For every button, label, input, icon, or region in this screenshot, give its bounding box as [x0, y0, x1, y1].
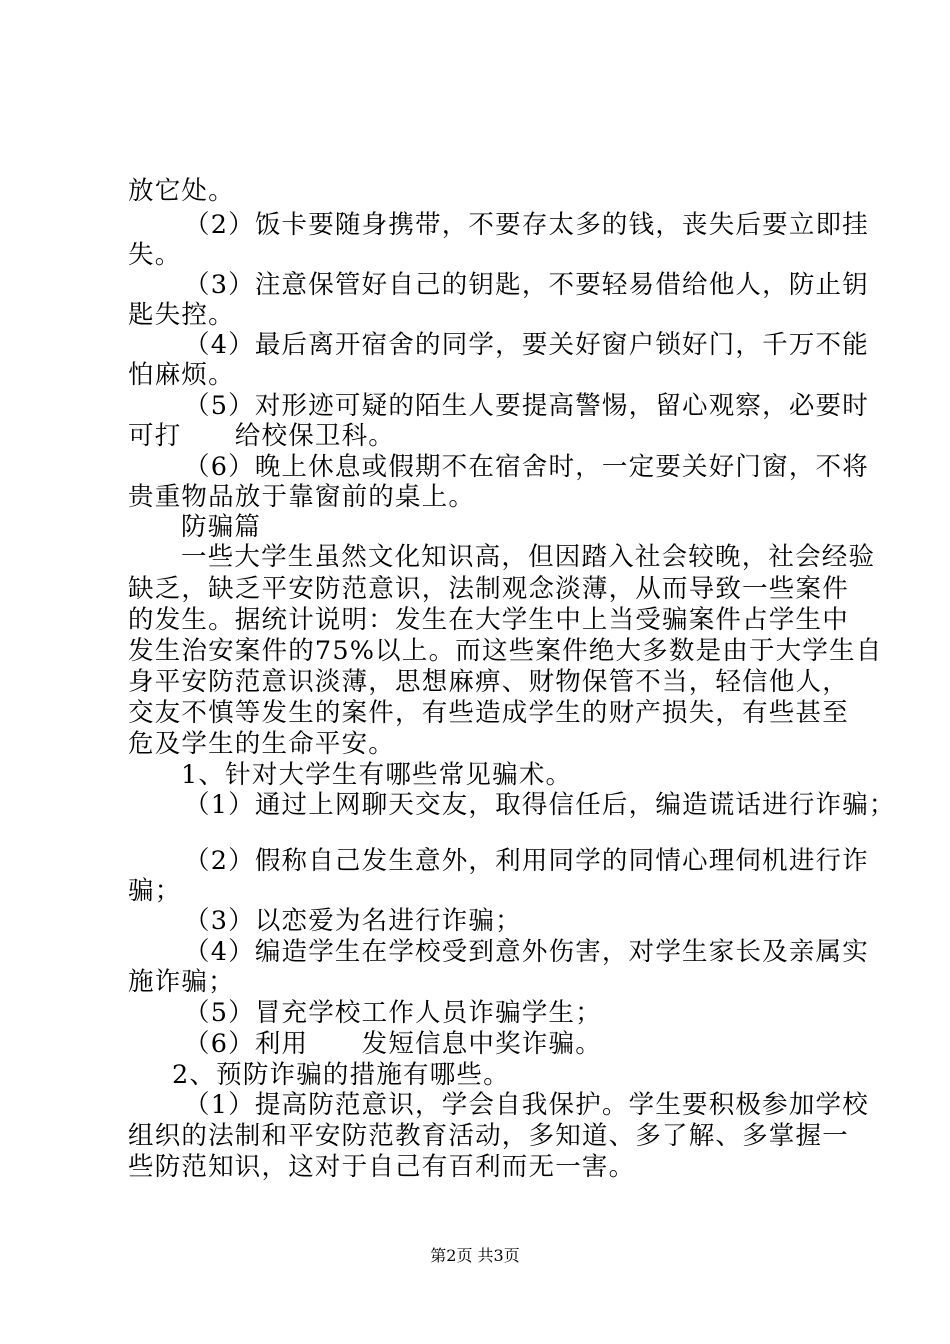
- text-line: 危及学生的生命平安。: [128, 729, 396, 759]
- text-line: 匙失控。: [128, 300, 235, 330]
- text-line: （2）假称自己发生意外，利用同学的同情心理伺机进行诈: [184, 846, 869, 876]
- text-line: 怕麻烦。: [128, 360, 235, 390]
- text-line: （4）最后离开宿舍的同学，要关好窗户锁好门，千万不能: [184, 330, 869, 360]
- text-line: 2、预防诈骗的措施有哪些。: [172, 1060, 510, 1090]
- text-line: 放它处。: [128, 176, 235, 206]
- text-line: 些防范知识，这对于自己有百利而无一害。: [128, 1152, 636, 1182]
- text-line: （1）提高防范意识，学会自我保护。学生要积极参加学校: [184, 1090, 869, 1120]
- text-line: （5）对形迹可疑的陌生人要提高警惕，留心观察，必要时: [184, 391, 869, 421]
- text-line: 发生治安案件的75%以上。而这些案件绝大多数是由于大学生自: [128, 636, 883, 666]
- text-line: 缺乏，缺乏平安防范意识，法制观念淡薄，从而导致一些案件: [128, 574, 849, 604]
- text-line: （2）饭卡要随身携带，不要存太多的钱，丧失后要立即挂: [184, 210, 869, 240]
- text-line: 一些大学生虽然文化知识高，但因踏入社会较晚，社会经验: [181, 542, 876, 572]
- text-line: 可打 给校保卫科。: [128, 421, 396, 451]
- text-line: 骗；: [128, 876, 182, 906]
- text-line: 1、针对大学生有哪些常见骗术。: [181, 760, 573, 790]
- text-line: 施诈骗；: [128, 967, 235, 997]
- text-line: 交友不慎等发生的案件，有些造成学生的财产损失，有些甚至: [128, 698, 849, 728]
- text-line: （6）晚上休息或假期不在宿舍时，一定要关好门窗，不将: [184, 452, 869, 482]
- text-line: 失。: [128, 240, 182, 270]
- section-heading: 防骗篇: [181, 512, 262, 542]
- text-line: （5）冒充学校工作人员诈骗学生；: [184, 998, 602, 1028]
- text-line: 组织的法制和平安防范教育活动，多知道、多了解、多掌握一: [128, 1121, 849, 1151]
- text-line: 的发生。据统计说明：发生在大学生中上当受骗案件占学生中: [128, 605, 849, 635]
- text-line: （4）编造学生在学校受到意外伤害，对学生家长及亲属实: [184, 937, 869, 967]
- text-line: （1）通过上网聊天交友，取得信任后，编造谎话进行诈骗；: [184, 790, 896, 820]
- text-line: 身平安防范意识淡薄，思想麻痹、财物保管不当，轻信他人，: [128, 667, 849, 697]
- page-footer: 第2页 共3页: [430, 1246, 520, 1265]
- text-line: （3）以恋爱为名进行诈骗；: [184, 906, 522, 936]
- text-line: 贵重物品放于靠窗前的桌上。: [128, 482, 476, 512]
- text-line: （6）利用 发短信息中奖诈骗。: [184, 1029, 602, 1059]
- text-line: （3）注意保管好自己的钥匙，不要轻易借给他人，防止钥: [184, 270, 869, 300]
